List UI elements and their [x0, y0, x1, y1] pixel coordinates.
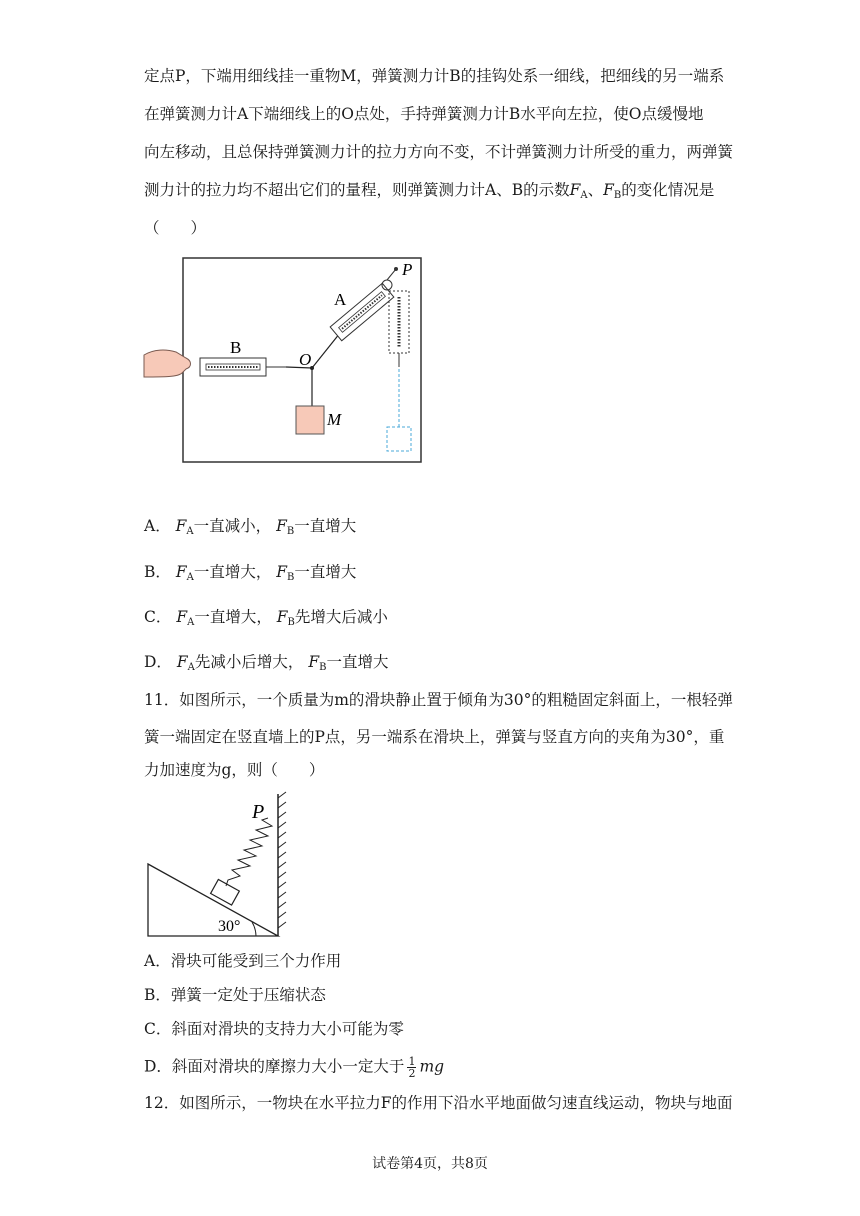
label-p: P [402, 260, 413, 279]
label-o: O [299, 350, 312, 369]
symbol-sub-A: A [186, 526, 194, 537]
option-text-a: 一直增大， [194, 608, 272, 626]
symbol-F: F [175, 563, 187, 581]
q12-line-1: 12．如图所示，一物块在水平拉力F的作用下沿水平地面做匀速直线运动，物块与地面 [144, 1094, 733, 1112]
symbol-sub-B: B [287, 572, 295, 583]
symbol-F: F [276, 608, 288, 626]
fraction-denominator: 2 [408, 1067, 416, 1080]
symbol-F: F [569, 181, 581, 199]
symbol-sub-B: B [286, 526, 295, 537]
label-a: A [334, 290, 347, 309]
label-angle: 30° [218, 918, 241, 935]
option-text-b: 一直增大 [294, 563, 357, 581]
option-text-a: 先减小后增大， [194, 653, 304, 671]
q10-line-4-text: 测力计的拉力均不超出它们的量程，则弹簧测力计A、B的示数 [144, 181, 570, 199]
symbol-F: F [308, 653, 320, 671]
option-d-mg: mg [419, 1057, 445, 1076]
symbol-sub-A: A [187, 617, 195, 628]
q11-line-3: 力加速度为g，则（ ） [144, 761, 325, 779]
incline [148, 864, 278, 936]
q10-line-2: 在弹簧测力计A下端细线上的O点处，手持弹簧测力计B水平向左拉，使O点缓慢地 [144, 105, 704, 123]
q10-option-b [144, 562, 356, 588]
option-text-b: 一直增大 [326, 653, 389, 671]
symbol-sub-A: A [580, 190, 588, 201]
q10-figure [144, 255, 413, 465]
option-letter: C． [144, 608, 172, 626]
option-letter: A． [144, 517, 171, 535]
symbol-sub-B: B [613, 190, 622, 201]
q11-line-2: 簧一端固定在竖直墙上的P点，另一端系在滑块上，弹簧与竖直方向的夹角为30°，重 [144, 728, 725, 746]
q10-line-1: 定点P，下端用细线挂一重物M，弹簧测力计B的挂钩处系一细线，把细线的另一端系 [144, 67, 725, 85]
mass-m-block [296, 406, 324, 434]
option-d-text: D．斜面对滑块的摩擦力大小一定大于 [144, 1057, 405, 1076]
q11-option-c: C．斜面对滑块的支持力大小可能为零 [144, 1020, 404, 1038]
symbol-sub-B: B [319, 662, 327, 673]
q10-answer-blank: （ ） [144, 219, 207, 237]
symbol-F: F [276, 517, 287, 535]
symbol-sub-A: A [186, 572, 194, 583]
option-text-b: 一直增大 [294, 517, 357, 535]
q11-option-a: A．滑块可能受到三个力作用 [144, 952, 342, 970]
separator: 、 [587, 181, 604, 199]
symbol-F: F [176, 608, 188, 626]
option-letter: D． [144, 653, 172, 671]
option-text-a: 一直增大， [193, 563, 272, 581]
symbol-F: F [176, 653, 188, 671]
q10-line-3: 向左移动，且总保持弹簧测力计的拉力方向不变，不计弹簧测力计所受的重力，两弹簧 [144, 143, 734, 161]
symbol-F: F [276, 563, 288, 581]
q11-figure [144, 790, 294, 940]
option-text-b: 先增大后减小 [294, 608, 388, 626]
q10-option-a [144, 516, 356, 542]
label-m: M [327, 410, 342, 429]
option-text-a: 一直减小， [193, 517, 272, 535]
q11-line-1: 11．如图所示，一个质量为m的滑块静止置于倾角为30°的粗糙固定斜面上，一根轻弹 [144, 691, 733, 709]
q10-line-4-tail: 的变化情况是 [621, 181, 715, 199]
dashed-mass [387, 427, 411, 451]
symbol-F: F [175, 517, 187, 535]
spring [226, 818, 272, 886]
q10-option-c [144, 607, 388, 633]
page-footer: 试卷第4页，共8页 [372, 1156, 488, 1172]
option-letter: B． [144, 563, 171, 581]
label-p: P [252, 801, 265, 823]
q10-line-4 [144, 180, 714, 206]
symbol-sub-A: A [187, 662, 195, 673]
label-b: B [230, 338, 242, 357]
symbol-sub-B: B [287, 617, 295, 628]
q11-option-b: B．弹簧一定处于压缩状态 [144, 986, 326, 1004]
q10-option-d [144, 652, 388, 678]
fraction-one-half [407, 1056, 416, 1079]
q11-option-d [144, 1056, 444, 1079]
symbol-F: F [603, 181, 614, 199]
fraction-numerator: 1 [408, 1055, 416, 1068]
